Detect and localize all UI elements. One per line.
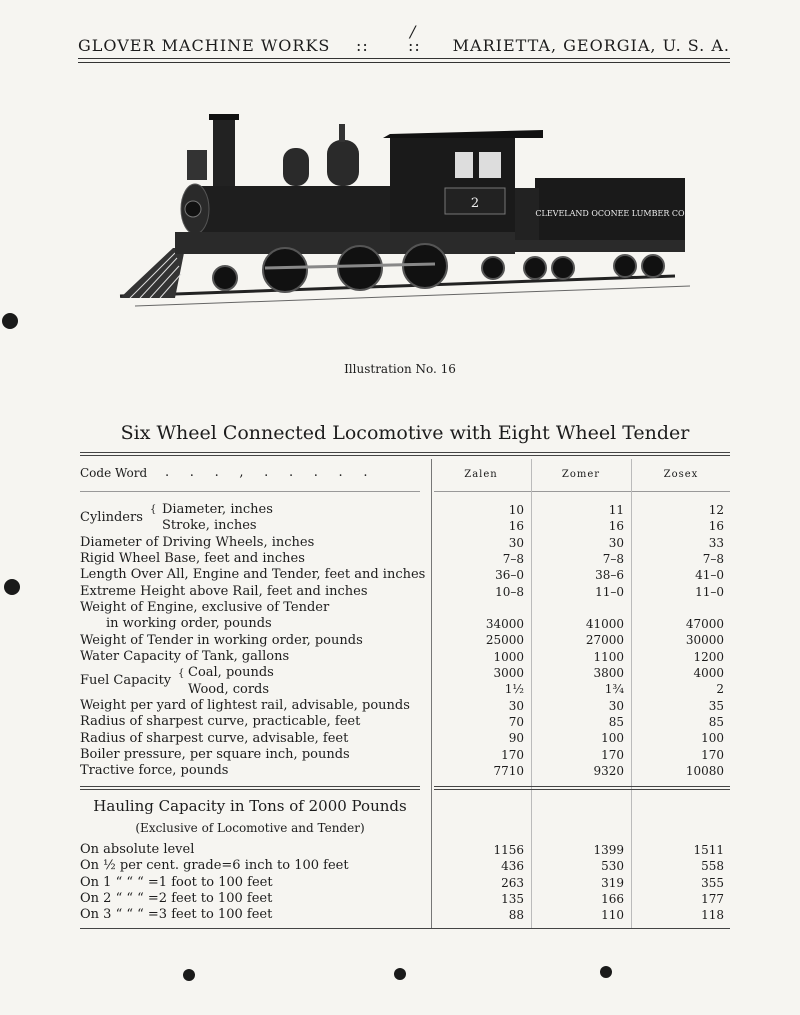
- hauling-label: On 1 “ “ “ =1 foot to 100 feet: [80, 875, 273, 890]
- value-cell: 7–8: [502, 551, 524, 566]
- value-cell: 319: [601, 875, 624, 890]
- binder-hole: [600, 966, 612, 978]
- value-cell: 1100: [593, 649, 624, 664]
- value-cell: 177: [701, 891, 724, 906]
- header-rule: [78, 58, 730, 59]
- hauling-label: On 3 “ “ “ =3 feet to 100 feet: [80, 907, 273, 922]
- row-label: Radius of sharpest curve, practicable, feet: [80, 714, 361, 729]
- code-zosex: Zosex: [663, 469, 699, 480]
- section-rule: [434, 786, 730, 787]
- value-cell: 25000: [485, 633, 524, 648]
- value-cell: 36–0: [495, 568, 524, 583]
- value-cell: 1¾: [604, 682, 624, 697]
- value-cell: 30: [608, 698, 624, 713]
- hauling-label: On ½ per cent. grade=6 inch to 100 feet: [80, 858, 349, 873]
- value-cell: 85: [608, 714, 624, 729]
- value-cell: 16: [508, 519, 524, 534]
- value-cell: 16: [708, 519, 724, 534]
- value-cell: 35: [708, 698, 724, 713]
- column-divider: [431, 459, 432, 929]
- value-cell: 170: [701, 747, 724, 762]
- header-rule: [78, 62, 730, 63]
- value-cell: 9320: [593, 763, 624, 778]
- row-label: Weight of Tender in working order, pounds: [80, 633, 363, 648]
- value-cell: 118: [701, 908, 724, 923]
- hauling-subtitle: (Exclusive of Locomotive and Tender): [135, 821, 365, 835]
- value-cell: 1000: [493, 649, 524, 664]
- tender-lettering: CLEVELAND OCONEE LUMBER CO: [535, 209, 685, 218]
- code-zomer: Zomer: [561, 469, 601, 480]
- column-divider: [631, 459, 632, 929]
- brace: {: [178, 668, 185, 679]
- row-label: Coal, pounds: [188, 665, 274, 680]
- page-mark: /: [410, 22, 417, 41]
- value-cell: 10–8: [495, 584, 524, 599]
- value-cell: 436: [501, 859, 524, 874]
- section-rule: [80, 786, 420, 787]
- value-cell: 47000: [685, 617, 724, 632]
- value-cell: 30000: [685, 633, 724, 648]
- engine-number: 2: [470, 196, 480, 211]
- value-cell: 16: [608, 519, 624, 534]
- page-title: Six Wheel Connected Locomotive with Eight Wheel Tender: [120, 422, 690, 444]
- hauling-label: On absolute level: [80, 842, 195, 857]
- value-cell: 70: [508, 714, 524, 729]
- value-cell: 110: [601, 908, 624, 923]
- company-name: GLOVER MACHINE WORKS: [78, 36, 331, 55]
- value-cell: 170: [601, 747, 624, 762]
- value-cell: 355: [701, 875, 724, 890]
- value-cell: 33: [708, 535, 724, 550]
- binder-hole: [2, 313, 18, 329]
- value-cell: 90: [508, 731, 524, 746]
- value-cell: 170: [501, 747, 524, 762]
- table-top-rule: [80, 455, 730, 456]
- hauling-label: On 2 “ “ “ =2 feet to 100 feet: [80, 891, 273, 906]
- value-cell: 3800: [593, 666, 624, 680]
- value-cell: 88: [508, 908, 524, 923]
- row-label: Weight of Engine, exclusive of Tender: [80, 600, 330, 615]
- locomotive-illustration: [115, 108, 695, 328]
- row-label: Extreme Height above Rail, feet and inches: [80, 584, 368, 599]
- header-separator: ::: [408, 36, 421, 55]
- value-cell: 3000: [493, 666, 524, 680]
- value-cell: 166: [601, 891, 624, 906]
- code-zalen: Zalen: [464, 469, 498, 480]
- value-cell: 12: [708, 503, 724, 517]
- value-cell: 30: [508, 535, 524, 550]
- fuel-capacity-label: Fuel Capacity: [80, 673, 172, 688]
- value-cell: 1399: [593, 843, 624, 857]
- value-cell: 263: [501, 875, 524, 890]
- header-separator: ::: [356, 36, 369, 55]
- value-cell: 34000: [485, 617, 524, 632]
- value-cell: 2: [716, 682, 724, 697]
- value-cell: 30: [508, 698, 524, 713]
- value-cell: 38–6: [595, 568, 624, 583]
- column-divider: [531, 459, 532, 929]
- value-cell: 1½: [504, 682, 524, 697]
- row-label: Stroke, inches: [162, 518, 257, 533]
- value-cell: 11: [608, 503, 624, 517]
- value-cell: 558: [701, 859, 724, 874]
- value-cell: 11–0: [695, 584, 724, 599]
- value-cell: 7–8: [602, 551, 624, 566]
- row-label: Water Capacity of Tank, gallons: [80, 649, 290, 664]
- row-label: Diameter of Driving Wheels, inches: [80, 535, 315, 550]
- row-label: Length Over All, Engine and Tender, feet and inches: [80, 567, 426, 582]
- row-label: Diameter, inches: [162, 502, 273, 517]
- row-label: Boiler pressure, per square inch, pounds: [80, 747, 350, 762]
- value-cell: 1156: [493, 843, 524, 857]
- value-cell: 85: [708, 714, 724, 729]
- value-cell: 1200: [693, 649, 724, 664]
- row-label: Radius of sharpest curve, advisable, feet: [80, 731, 349, 746]
- header-underline: [434, 491, 730, 492]
- value-cell: 41–0: [695, 568, 724, 583]
- table-top-rule: [80, 452, 730, 453]
- leader-dots: . . . , . . . . .: [165, 465, 368, 480]
- value-cell: 7–8: [702, 551, 724, 566]
- value-cell: 30: [608, 535, 624, 550]
- value-cell: 135: [501, 891, 524, 906]
- value-cell: 41000: [585, 617, 624, 632]
- row-label: Wood, cords: [188, 682, 270, 697]
- row-label: Weight per yard of lightest rail, advisable, pounds: [80, 698, 410, 713]
- value-cell: 10: [508, 503, 524, 517]
- binder-hole: [4, 579, 20, 595]
- value-cell: 7710: [493, 763, 524, 778]
- value-cell: 1511: [693, 843, 724, 857]
- row-label: Tractive force, pounds: [80, 763, 229, 778]
- section-rule: [80, 789, 420, 790]
- binder-hole: [394, 968, 406, 980]
- table-bottom-rule: [80, 928, 730, 929]
- value-cell: 100: [601, 731, 624, 746]
- hauling-title: Hauling Capacity in Tons of 2000 Pounds: [93, 797, 407, 815]
- code-word-label: Code Word: [80, 466, 148, 480]
- value-cell: 10080: [685, 763, 724, 778]
- brace: {: [150, 504, 157, 515]
- company-location: MARIETTA, GEORGIA, U. S. A.: [452, 36, 730, 55]
- illustration-caption: Illustration No. 16: [344, 362, 456, 376]
- value-cell: 530: [601, 859, 624, 874]
- cylinders-label: Cylinders: [80, 510, 143, 525]
- value-cell: 100: [701, 731, 724, 746]
- section-rule: [434, 789, 730, 790]
- value-cell: 4000: [693, 666, 724, 680]
- row-label: in working order, pounds: [106, 616, 272, 631]
- row-label: Rigid Wheel Base, feet and inches: [80, 551, 305, 566]
- binder-hole: [183, 969, 195, 981]
- header-underline: [80, 491, 420, 492]
- value-cell: 27000: [585, 633, 624, 648]
- value-cell: 11–0: [595, 584, 624, 599]
